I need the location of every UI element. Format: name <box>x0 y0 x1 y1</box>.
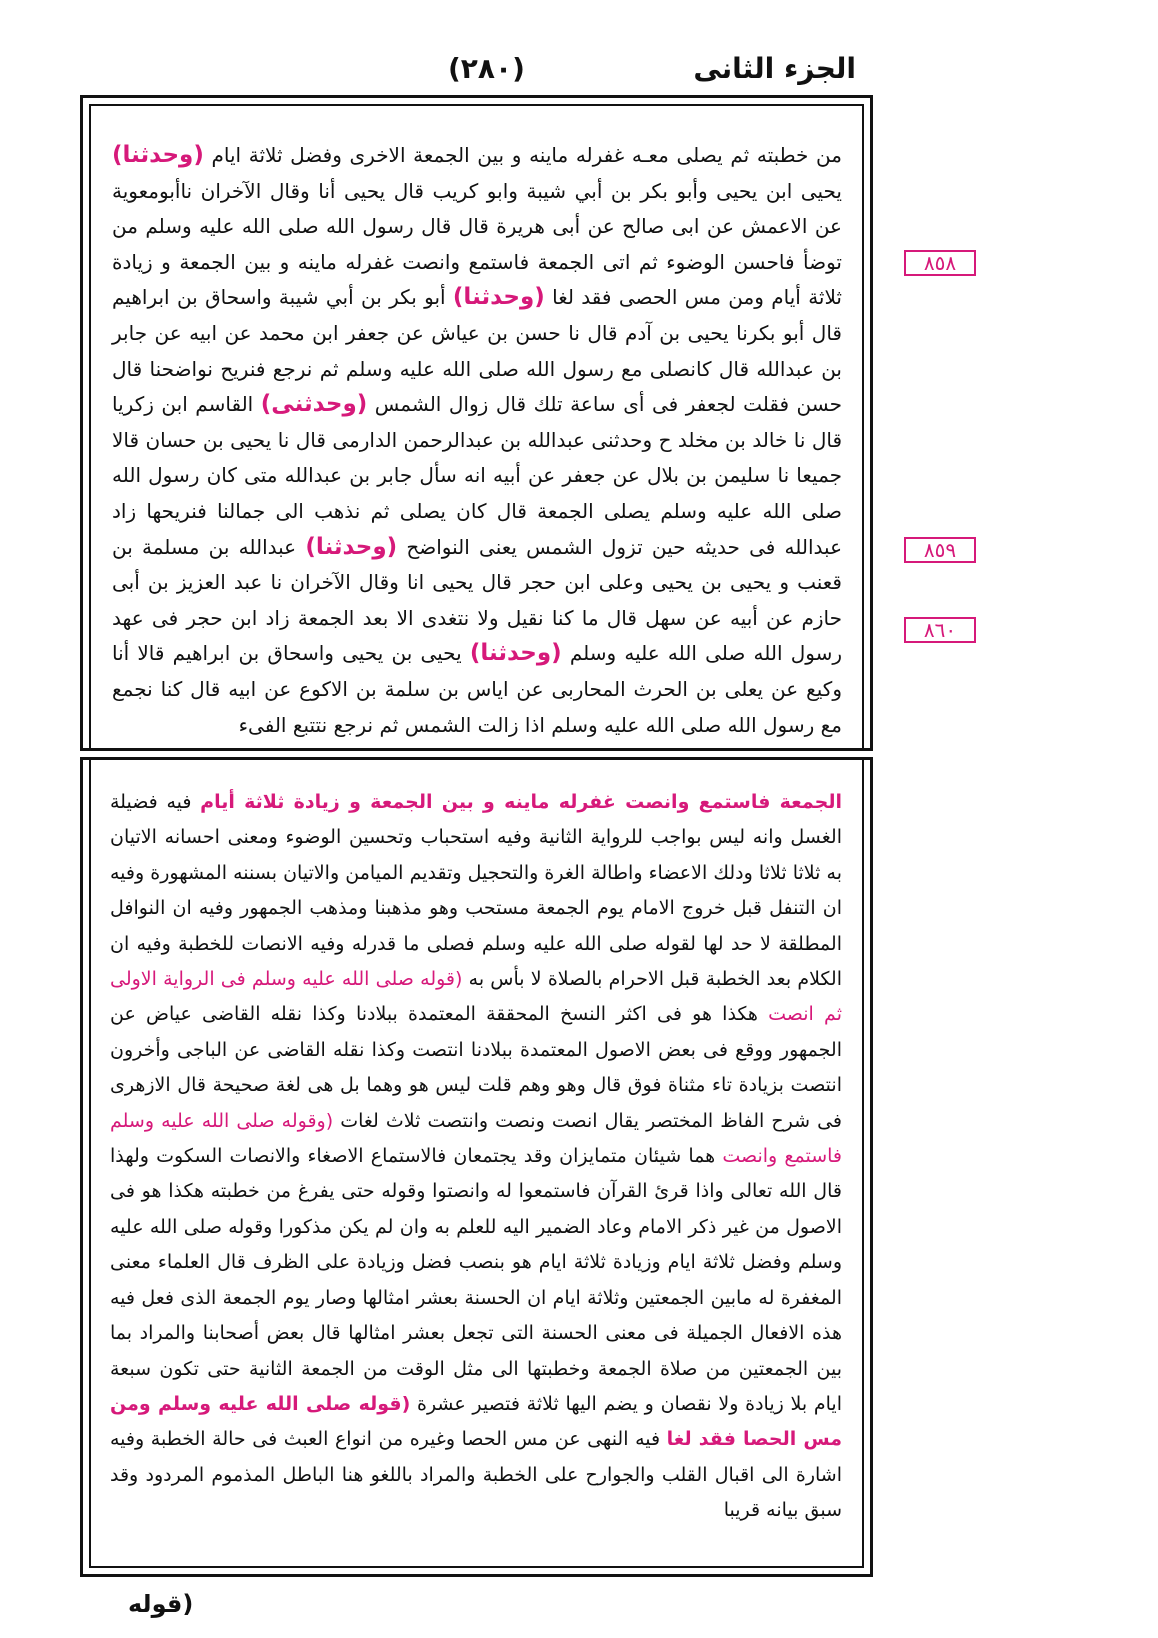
text-segment: عبدالله بن مسلمة بن قعنب و يحيى بن يحيى وعلى ابن حجر قال يحيى انا وقال الآخران نا عبد العزيز بن أبى حازم عن أبيه عن سهل قال ما كنا نقيل ولا نتغدى الا بعد الجمعة زاد ابن حجر فى عهد رسول الله صلى الله عليه وسلم <box>112 534 842 666</box>
section-divider <box>80 748 873 760</box>
isnad-marker: (وحدثنا) <box>452 284 545 311</box>
hadith-number-badge: ٨٥٨ <box>904 250 976 276</box>
commentary-text <box>110 785 842 1529</box>
isnad-marker: (وحدثنا) <box>112 142 204 168</box>
text-segment: القاسم ابن زكريا قال نا خالد بن مخلد ح وحدثنى عبدالله بن عبدالرحمن الدارمى قال نا يحيى بن حسان قالا جميعا نا سليمن بن بلال عن جعفر عن أبيه انه سأل جابر بن عبدالله متى كان رسول الله صلى الله عليه وسلم يصلى الجمعة قال كان يصلى ثم نذهب الى جمالنا فنريحها زاد عبدالله فى حديثه حين تزول الشمس يعنى النواضح <box>112 392 842 559</box>
commentary-segment: فيه فضيلة الغسل وانه ليس بواجب للرواية الثانية وفيه استحباب وتحسين الوضوء ومعنى احسانه الاتيان به ثلاثا ثلاثا ودلك الاعضاء واطالة الغرة والتحجيل وتقديم الميامن والاتيان بسننه المشهورة وفيه ان التنفل قبل خروج الامام يوم الجمعة مستحب وهو مذهبنا ومذهب الجمهور وفيه ان النوافل المطلقة لا حد لها لقوله صلى الله عليه وسلم فصلى ما قدرله وفيه الانصات للخطبة وفيه ان الكلام بعد الخطبة قبل الاحرام بالصلاة لا بأس به <box>110 791 842 991</box>
text-segment: من خطبته ثم يصلى معـه غفرله ماينه و بين الجمعة الاخرى وفضل ثلاثة ايام <box>203 143 842 167</box>
part-title: الجزء الثانى <box>693 52 856 85</box>
commentary-lemma: (قوله صلى الله عليه وسلم فى الرواية الاولى ثم انصت <box>110 968 842 1026</box>
page-number: (٢٨٠) <box>448 52 525 85</box>
catchword: (قوله <box>128 1590 194 1618</box>
isnad-marker: (وحدثنا) <box>469 640 562 667</box>
commentary-lemma: (وقوله صلى الله عليه وسلم فاستمع وانصت <box>110 1109 842 1168</box>
commentary-segment: هكذا هو فى اكثر النسخ المحققة المعتمدة ببلادنا وكذا نقله القاضى عياض عن الجمهور ووقع فى بعض الاصول المعتمدة ببلادنا انتصت وكذا نقله القاضى عن الباجى وأخرون انتصت بزيادة تاء مثناة فوق قال وهو وهم قلت ليس هو وهما بل هى لغة صحيحة قال الازهرى فى شرح الفاظ المختصر يقال انصت ونصت وانتصت ثلاث لغات <box>110 1003 842 1132</box>
hadith-number-badge: ٨٦٠ <box>904 617 976 643</box>
commentary-lemma: الجمعة فاستمع وانصت غفرله ماينه و بين الجمعة و زيادة ثلاثة أيام <box>200 791 842 813</box>
text-segment: أبو بكر بن أبي شيبة واسحاق بن ابراهيم قال أبو بكرنا يحيى بن آدم قال نا حسن بن عياش عن جعفر ابن محمد عن ابيه عن جابر بن عبدالله قال كانصلى مع رسول الله صلى الله عليه وسلم ثم نرجع فنريح نواضحنا قال حسن فقلت لجعفر فى أى ساعة تلك قال زوال الشمس <box>112 285 842 417</box>
text-segment: يحيى ابن يحيى وأبو بكر بن أبي شيبة وابو كريب قال يحيى أنا وقال الآخران ناأبومعوية عن الاعمش عن ابى صالح عن أبى هريرة قال قال رسول الله صلى الله عليه وسلم من توضأ فاحسن الوضوء ثم اتى الجمعة فاستمع وانصت غفرله ماينه و بين الجمعة و زيادة ثلاثة أيام ومن مس الحصى فقد لغا <box>112 178 842 310</box>
commentary-lemma: (قوله صلى الله عليه وسلم ومن مس الحصا فقد لغا <box>110 1392 843 1451</box>
isnad-marker: (وحدثنى) <box>260 391 368 418</box>
hadith-text <box>112 138 842 743</box>
commentary-segment: فيه النهى عن مس الحصا وغيره من انواع العبث فى حالة الخطبة وفيه اشارة الى اقبال القلب والجوارح على الخطبة والمراد باللغو هنا الباطل المذموم المردود وقد سبق بيانه قريبا <box>110 1428 842 1522</box>
text-segment: يحيى بن يحيى واسحاق بن ابراهيم قالا أنا وكيع عن يعلى بن الحرث المحاربى عن اياس بن سلمة بن الاكوع عن ابيه قال كنا نجمع مع رسول الله صلى الله عليه وسلم اذا زالت الشمس ثم نرجع نتتبع الفىء <box>112 641 842 737</box>
isnad-marker: (وحدثنا) <box>305 533 398 560</box>
hadith-number-badge: ٨٥٩ <box>904 537 976 563</box>
commentary-segment: هما شيئان متمايزان وقد يجتمعان فالاستماع الاصغاء والانصات السكوت ولهذا قال الله تعالى واذا قرئ القرآن فاستمعوا له وانصتوا وقوله حتى يفرغ من خطبته هكذا هو فى الاصول من غير ذكر الامام وعاد الضمير اليه للعلم به وان لم يكن مذكورا وقوله صلى الله عليه وسلم وفضل ثلاثة ايام وزيادة ثلاثة ايام هو بنصب فضل وزيادة على الظرف قال العلماء معنى المغفرة له مابين الجمعتين وثلاثة ايام ان الحسنة بعشر امثالها وصار يوم الجمعة الذى فعل فيه هذه الافعال الجميلة فى معنى الحسنة التى تجعل بعشر امثالها قال بعض أصحابنا والمراد بما بين الجمعتين من صلاة الجمعة وخطبتها الى مثل الوقت من الجمعة الثانية حتى تكون سبعة ايام بلا زيادة ولا نقصان و يضم اليها ثلاثة فتصير عشرة <box>110 1145 842 1415</box>
